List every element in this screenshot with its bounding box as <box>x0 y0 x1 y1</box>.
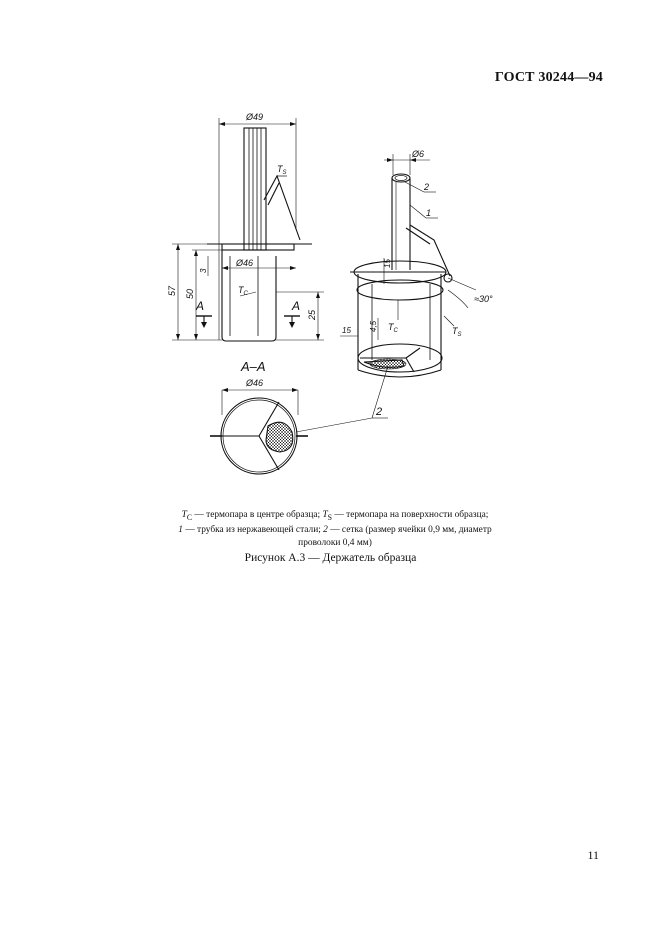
page-number: 11 <box>587 848 599 862</box>
legend-line-3: проволоки 0,4 мм) <box>298 537 372 548</box>
document-code: ГОСТ 30244—94 <box>494 70 603 85</box>
section-mark-left: А <box>196 299 205 313</box>
label-tc-left: $T_C$ <box>238 285 248 297</box>
dim-h25: 25 <box>307 309 317 320</box>
perspective-view <box>296 149 493 432</box>
dim-h57: 57 <box>167 285 177 296</box>
section-mark-right: А <box>292 299 301 313</box>
dim-d6: Ø6 <box>412 149 425 159</box>
legend-line-2: 1 — трубка из нержавеющей стали; 2 — сетка (размер ячейки 0,9 мм, диаметр <box>178 524 492 535</box>
side-view <box>167 112 324 341</box>
figure-legend <box>150 509 520 550</box>
dim-angle: ≈30° <box>474 294 493 304</box>
dim-d46-section: Ø46 <box>246 378 264 388</box>
section-title: А–А <box>241 359 266 374</box>
dim-h50: 50 <box>185 288 195 299</box>
label-ts-right: $T_S$ <box>452 326 462 338</box>
dim-d46-top: Ø46 <box>236 258 254 268</box>
dim-h15-left: 15 <box>342 326 351 335</box>
dim-h3: 3 <box>199 268 208 273</box>
figure-title: Рисунок А.3 — Держатель образца <box>244 552 417 564</box>
dim-h45: 4,5 <box>369 320 378 332</box>
dim-d49: Ø49 <box>246 112 264 122</box>
callout-2-top: 2 <box>424 182 430 192</box>
label-ts-left: $T_S$ <box>277 164 287 176</box>
callout-2-bottom: 2 <box>376 406 383 418</box>
label-tc-right: $T_C$ <box>388 322 398 334</box>
dim-h15-top: 15 <box>383 259 392 268</box>
legend-line-1: $T_C$ — термопара в центре образца; $T_S$ — термопара на поверхности образца; <box>181 510 489 522</box>
section-a-a <box>210 359 308 474</box>
callout-1: 1 <box>426 208 432 218</box>
